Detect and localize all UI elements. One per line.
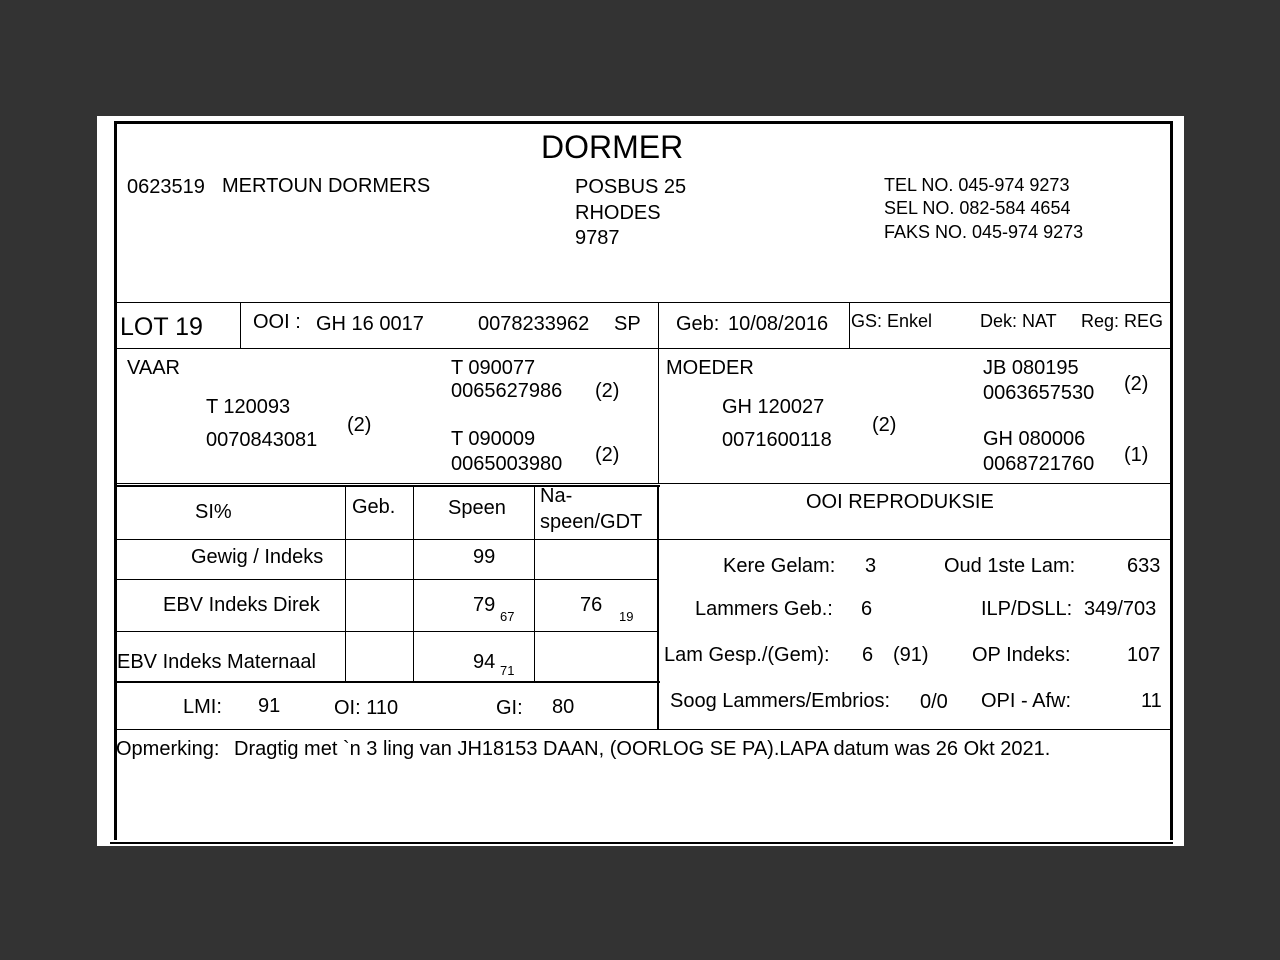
table-cell-subscript: 67 (500, 609, 515, 624)
naspeen-column-header: speen/GDT (540, 511, 643, 533)
cell-number: SEL NO. 082-584 4654 (884, 198, 1071, 218)
breeder-number: 0623519 (127, 176, 205, 198)
sire-sire-count: (2) (595, 380, 620, 402)
divider (657, 485, 659, 729)
remark-text: Dragtig met `n 3 ling van JH18153 DAAN, (OORLOG SE PA).LAPA datum was 26 Okt 2021. (234, 738, 1051, 760)
divider (116, 302, 1172, 303)
lambings-label: Kere Gelam: (723, 555, 836, 577)
ooi-id: GH 16 0017 (316, 313, 424, 335)
first-lamb-age-label: Oud 1ste Lam: (944, 555, 1076, 577)
divider (116, 539, 658, 540)
lot-number: LOT 19 (120, 313, 203, 341)
lmi-value: 91 (258, 695, 281, 717)
table-cell-subscript: 71 (500, 663, 515, 678)
address-line: RHODES (575, 202, 661, 224)
breeder-name: MERTOUN DORMERS (222, 175, 431, 197)
sire-sire-number: 0065627986 (451, 380, 563, 402)
table-cell-subscript: 19 (619, 609, 634, 624)
divider (116, 348, 1172, 349)
gi-label: GI: (496, 697, 523, 719)
si-column-header: SI% (195, 501, 232, 523)
divider (114, 485, 660, 487)
divider (849, 302, 850, 348)
divider (345, 485, 346, 682)
gi-value: 80 (552, 696, 575, 718)
table-row-label: EBV Indeks Maternaal (117, 651, 316, 673)
suckling-lambs-label: Soog Lammers/Embrios: (670, 690, 891, 712)
birth-status: GS: Enkel (851, 311, 933, 331)
tel-number: TEL NO. 045-974 9273 (884, 175, 1070, 195)
dam-label: MOEDER (666, 357, 754, 379)
lambs-born-label: Lammers Geb.: (695, 598, 833, 620)
birth-label: Geb: (676, 313, 720, 335)
clipped-red-text (165, 842, 1125, 846)
dam-count: (2) (872, 414, 897, 436)
first-lamb-age-value: 633 (1127, 555, 1161, 577)
opi-deviation-value: 11 (1141, 690, 1162, 712)
sire-id: T 120093 (206, 396, 291, 418)
ilp-value: 349/703 (1084, 598, 1157, 620)
sire-dam-count: (2) (595, 444, 620, 466)
breed-title: DORMER (541, 129, 684, 165)
mating-type: Dek: NAT (980, 311, 1057, 331)
table-cell: 99 (473, 546, 496, 568)
reproduction-title: OOI REPRODUKSIE (806, 491, 994, 513)
divider (413, 485, 414, 682)
lambs-weaned-value: 6 (862, 644, 874, 666)
fax-number: FAKS NO. 045-974 9273 (884, 222, 1084, 242)
sp-code: SP (614, 313, 641, 335)
divider (116, 729, 1172, 730)
table-row-label: EBV Indeks Direk (163, 594, 320, 616)
table-cell: 76 (580, 594, 603, 616)
dam-dam-id: GH 080006 (983, 428, 1086, 450)
suckling-lambs-value: 0/0 (920, 691, 948, 713)
divider (659, 539, 1172, 540)
table-row-label: Gewig / Indeks (191, 546, 324, 568)
ilp-label: ILP/DSLL: (981, 598, 1073, 620)
table-cell: 94 (473, 651, 496, 673)
lambs-weaned-label: Lam Gesp./(Gem): (664, 644, 830, 666)
divider (240, 302, 241, 348)
opi-deviation-label: OPI - Afw: (981, 690, 1072, 712)
oi-value: OI: 110 (334, 697, 399, 719)
address-line: POSBUS 25 (575, 176, 687, 198)
registration-status: Reg: REG (1081, 311, 1164, 331)
op-index-label: OP Indeks: (972, 644, 1071, 666)
sire-sire-id: T 090077 (451, 357, 536, 379)
speen-column-header: Speen (448, 497, 506, 519)
sire-label: VAAR (127, 357, 180, 379)
dam-sire-id: JB 080195 (983, 357, 1079, 379)
birth-date: 10/08/2016 (728, 313, 829, 335)
divider (534, 485, 535, 682)
address-line: 9787 (575, 227, 620, 249)
divider (114, 681, 660, 683)
lambings-value: 3 (865, 555, 877, 577)
sire-number: 0070843081 (206, 429, 318, 451)
sire-count: (2) (347, 414, 372, 436)
lambs-born-value: 6 (861, 598, 873, 620)
op-index-value: 107 (1127, 644, 1161, 666)
sire-dam-id: T 090009 (451, 428, 536, 450)
dam-sire-count: (2) (1124, 373, 1149, 395)
dam-sire-number: 0063657530 (983, 382, 1095, 404)
naspeen-column-header: Na- (540, 485, 573, 507)
divider (658, 302, 659, 483)
dam-number: 0071600118 (722, 429, 832, 451)
dam-dam-count: (1) (1124, 444, 1149, 466)
divider (116, 631, 658, 632)
divider (116, 483, 1172, 484)
divider (116, 579, 658, 580)
sire-dam-number: 0065003980 (451, 453, 563, 475)
dam-id: GH 120027 (722, 396, 825, 418)
registration-number: 0078233962 (478, 313, 590, 335)
table-cell: 79 (473, 594, 496, 616)
lambs-weaned-average: (91) (893, 644, 929, 666)
lmi-label: LMI: (183, 696, 222, 718)
dam-dam-number: 0068721760 (983, 453, 1095, 475)
remark-label: Opmerking: (116, 738, 220, 760)
geb-column-header: Geb. (352, 496, 396, 518)
ooi-label: OOI : (253, 311, 301, 333)
